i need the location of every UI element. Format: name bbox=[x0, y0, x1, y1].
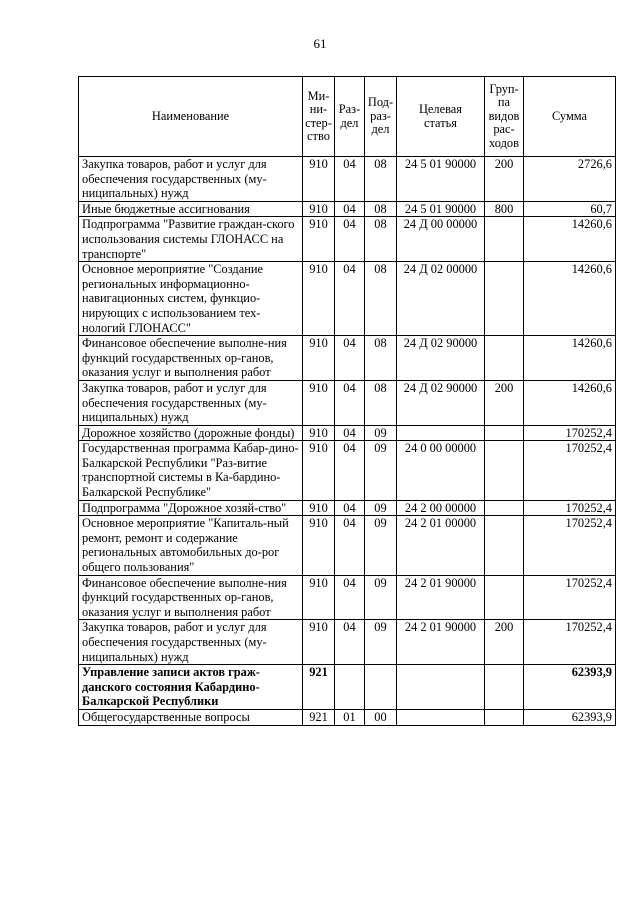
row-ministry: 910 bbox=[303, 380, 335, 425]
row-name: Иные бюджетные ассигнования bbox=[79, 201, 303, 217]
row-expense-group bbox=[485, 575, 524, 620]
row-ministry: 910 bbox=[303, 217, 335, 262]
row-target-article: 24 2 01 90000 bbox=[397, 620, 485, 665]
row-ministry: 910 bbox=[303, 516, 335, 575]
row-subsection: 08 bbox=[365, 380, 397, 425]
row-target-article: 24 Д 02 90000 bbox=[397, 336, 485, 381]
row-sum: 170252,4 bbox=[524, 425, 616, 441]
row-target-article: 24 5 01 90000 bbox=[397, 201, 485, 217]
row-expense-group: 200 bbox=[485, 157, 524, 202]
row-section: 04 bbox=[335, 157, 365, 202]
row-subsection: 08 bbox=[365, 201, 397, 217]
row-sum: 62393,9 bbox=[524, 665, 616, 710]
row-section: 04 bbox=[335, 441, 365, 500]
row-section: 01 bbox=[335, 709, 365, 725]
header-sum: Сумма bbox=[524, 77, 616, 157]
table-row bbox=[79, 336, 616, 381]
row-subsection: 09 bbox=[365, 516, 397, 575]
table-row bbox=[79, 441, 616, 500]
row-sum: 170252,4 bbox=[524, 500, 616, 516]
row-name: Государственная программа Кабар-дино-Балкарской Республики "Раз-витие транспортной системы в Ка-бардино-Балкарской Республике" bbox=[79, 441, 303, 500]
row-name: Закупка товаров, работ и услуг для обеспечения государственных (му-ниципальных) нужд bbox=[79, 620, 303, 665]
row-ministry: 910 bbox=[303, 157, 335, 202]
row-section: 04 bbox=[335, 500, 365, 516]
row-expense-group bbox=[485, 516, 524, 575]
row-target-article bbox=[397, 665, 485, 710]
row-section: 04 bbox=[335, 336, 365, 381]
row-ministry: 921 bbox=[303, 665, 335, 710]
budget-table bbox=[78, 76, 616, 726]
row-subsection: 08 bbox=[365, 336, 397, 381]
table-row bbox=[79, 709, 616, 725]
row-target-article: 24 2 01 00000 bbox=[397, 516, 485, 575]
table-row bbox=[79, 380, 616, 425]
row-expense-group: 200 bbox=[485, 620, 524, 665]
table-row bbox=[79, 262, 616, 336]
row-section: 04 bbox=[335, 380, 365, 425]
row-target-article: 24 5 01 90000 bbox=[397, 157, 485, 202]
row-target-article: 24 2 01 90000 bbox=[397, 575, 485, 620]
row-name: Основное мероприятие "Создание региональных информационно-навигационных систем, функцио-нирующих с использованием тех-нологий ГЛОНАСС" bbox=[79, 262, 303, 336]
row-target-article: 24 0 00 00000 bbox=[397, 441, 485, 500]
row-expense-group: 200 bbox=[485, 380, 524, 425]
row-target-article bbox=[397, 425, 485, 441]
row-sum: 170252,4 bbox=[524, 441, 616, 500]
page-number: 61 bbox=[313, 36, 327, 51]
row-sum: 62393,9 bbox=[524, 709, 616, 725]
table-row bbox=[79, 575, 616, 620]
row-expense-group bbox=[485, 336, 524, 381]
table-row bbox=[79, 217, 616, 262]
row-expense-group bbox=[485, 425, 524, 441]
row-target-article bbox=[397, 709, 485, 725]
row-expense-group bbox=[485, 262, 524, 336]
row-name: Закупка товаров, работ и услуг для обеспечения государственных (му-ниципальных) нужд bbox=[79, 380, 303, 425]
row-target-article: 24 Д 02 00000 bbox=[397, 262, 485, 336]
row-ministry: 910 bbox=[303, 620, 335, 665]
row-ministry: 910 bbox=[303, 201, 335, 217]
row-name: Закупка товаров, работ и услуг для обеспечения государственных (му-ниципальных) нужд bbox=[79, 157, 303, 202]
row-subsection: 08 bbox=[365, 217, 397, 262]
row-ministry: 910 bbox=[303, 425, 335, 441]
row-sum: 14260,6 bbox=[524, 336, 616, 381]
row-target-article: 24 Д 02 90000 bbox=[397, 380, 485, 425]
row-name: Финансовое обеспечение выполне-ния функций государственных ор-ганов, оказания услуг и выполнения работ bbox=[79, 575, 303, 620]
table-row bbox=[79, 620, 616, 665]
header-subsection: Под- раз- дел bbox=[365, 77, 397, 157]
row-ministry: 910 bbox=[303, 336, 335, 381]
row-expense-group bbox=[485, 441, 524, 500]
row-section: 04 bbox=[335, 217, 365, 262]
row-name: Общегосударственные вопросы bbox=[79, 709, 303, 725]
header-ministry: Ми- ни- стер- ство bbox=[303, 77, 335, 157]
row-ministry: 910 bbox=[303, 500, 335, 516]
table-row bbox=[79, 665, 616, 710]
row-section: 04 bbox=[335, 575, 365, 620]
table-row bbox=[79, 425, 616, 441]
header-target-article: Целевая статья bbox=[397, 77, 485, 157]
row-subsection: 08 bbox=[365, 157, 397, 202]
row-subsection: 09 bbox=[365, 500, 397, 516]
row-sum: 170252,4 bbox=[524, 516, 616, 575]
row-ministry: 910 bbox=[303, 441, 335, 500]
row-name: Управление записи актов граж-данского состояния Кабардино-Балкарской Республики bbox=[79, 665, 303, 710]
row-expense-group bbox=[485, 709, 524, 725]
row-section: 04 bbox=[335, 201, 365, 217]
row-sum: 14260,6 bbox=[524, 217, 616, 262]
header-expense-group: Груп- па видов рас- ходов bbox=[485, 77, 524, 157]
row-sum: 170252,4 bbox=[524, 575, 616, 620]
row-sum: 14260,6 bbox=[524, 380, 616, 425]
row-name: Подпрограмма "Развитие граждан-ского использования системы ГЛОНАСС на транспорте" bbox=[79, 217, 303, 262]
row-expense-group bbox=[485, 500, 524, 516]
table-body bbox=[79, 157, 616, 726]
row-target-article: 24 Д 00 00000 bbox=[397, 217, 485, 262]
table-row bbox=[79, 500, 616, 516]
row-subsection: 09 bbox=[365, 441, 397, 500]
row-ministry: 910 bbox=[303, 262, 335, 336]
row-expense-group: 800 bbox=[485, 201, 524, 217]
row-sum: 2726,6 bbox=[524, 157, 616, 202]
row-section: 04 bbox=[335, 516, 365, 575]
row-section: 04 bbox=[335, 262, 365, 336]
row-subsection: 08 bbox=[365, 262, 397, 336]
table-row bbox=[79, 201, 616, 217]
header-section: Раз- дел bbox=[335, 77, 365, 157]
row-subsection: 09 bbox=[365, 575, 397, 620]
row-sum: 14260,6 bbox=[524, 262, 616, 336]
row-subsection: 09 bbox=[365, 620, 397, 665]
row-section: 04 bbox=[335, 620, 365, 665]
row-name: Основное мероприятие "Капиталь-ный ремонт, ремонт и содержание региональных автомобильных до-рог общего пользования" bbox=[79, 516, 303, 575]
row-ministry: 910 bbox=[303, 575, 335, 620]
row-subsection bbox=[365, 665, 397, 710]
row-target-article: 24 2 00 00000 bbox=[397, 500, 485, 516]
row-sum: 170252,4 bbox=[524, 620, 616, 665]
table-row bbox=[79, 516, 616, 575]
row-subsection: 09 bbox=[365, 425, 397, 441]
row-sum: 60,7 bbox=[524, 201, 616, 217]
row-expense-group bbox=[485, 217, 524, 262]
row-expense-group bbox=[485, 665, 524, 710]
table-row bbox=[79, 157, 616, 202]
row-section bbox=[335, 665, 365, 710]
row-section: 04 bbox=[335, 425, 365, 441]
row-name: Дорожное хозяйство (дорожные фонды) bbox=[79, 425, 303, 441]
row-ministry: 921 bbox=[303, 709, 335, 725]
table-header bbox=[79, 77, 616, 157]
row-name: Подпрограмма "Дорожное хозяй-ство" bbox=[79, 500, 303, 516]
row-subsection: 00 bbox=[365, 709, 397, 725]
header-name: Наименование bbox=[79, 77, 303, 157]
row-name: Финансовое обеспечение выполне-ния функций государственных ор-ганов, оказания услуг и выполнения работ bbox=[79, 336, 303, 381]
